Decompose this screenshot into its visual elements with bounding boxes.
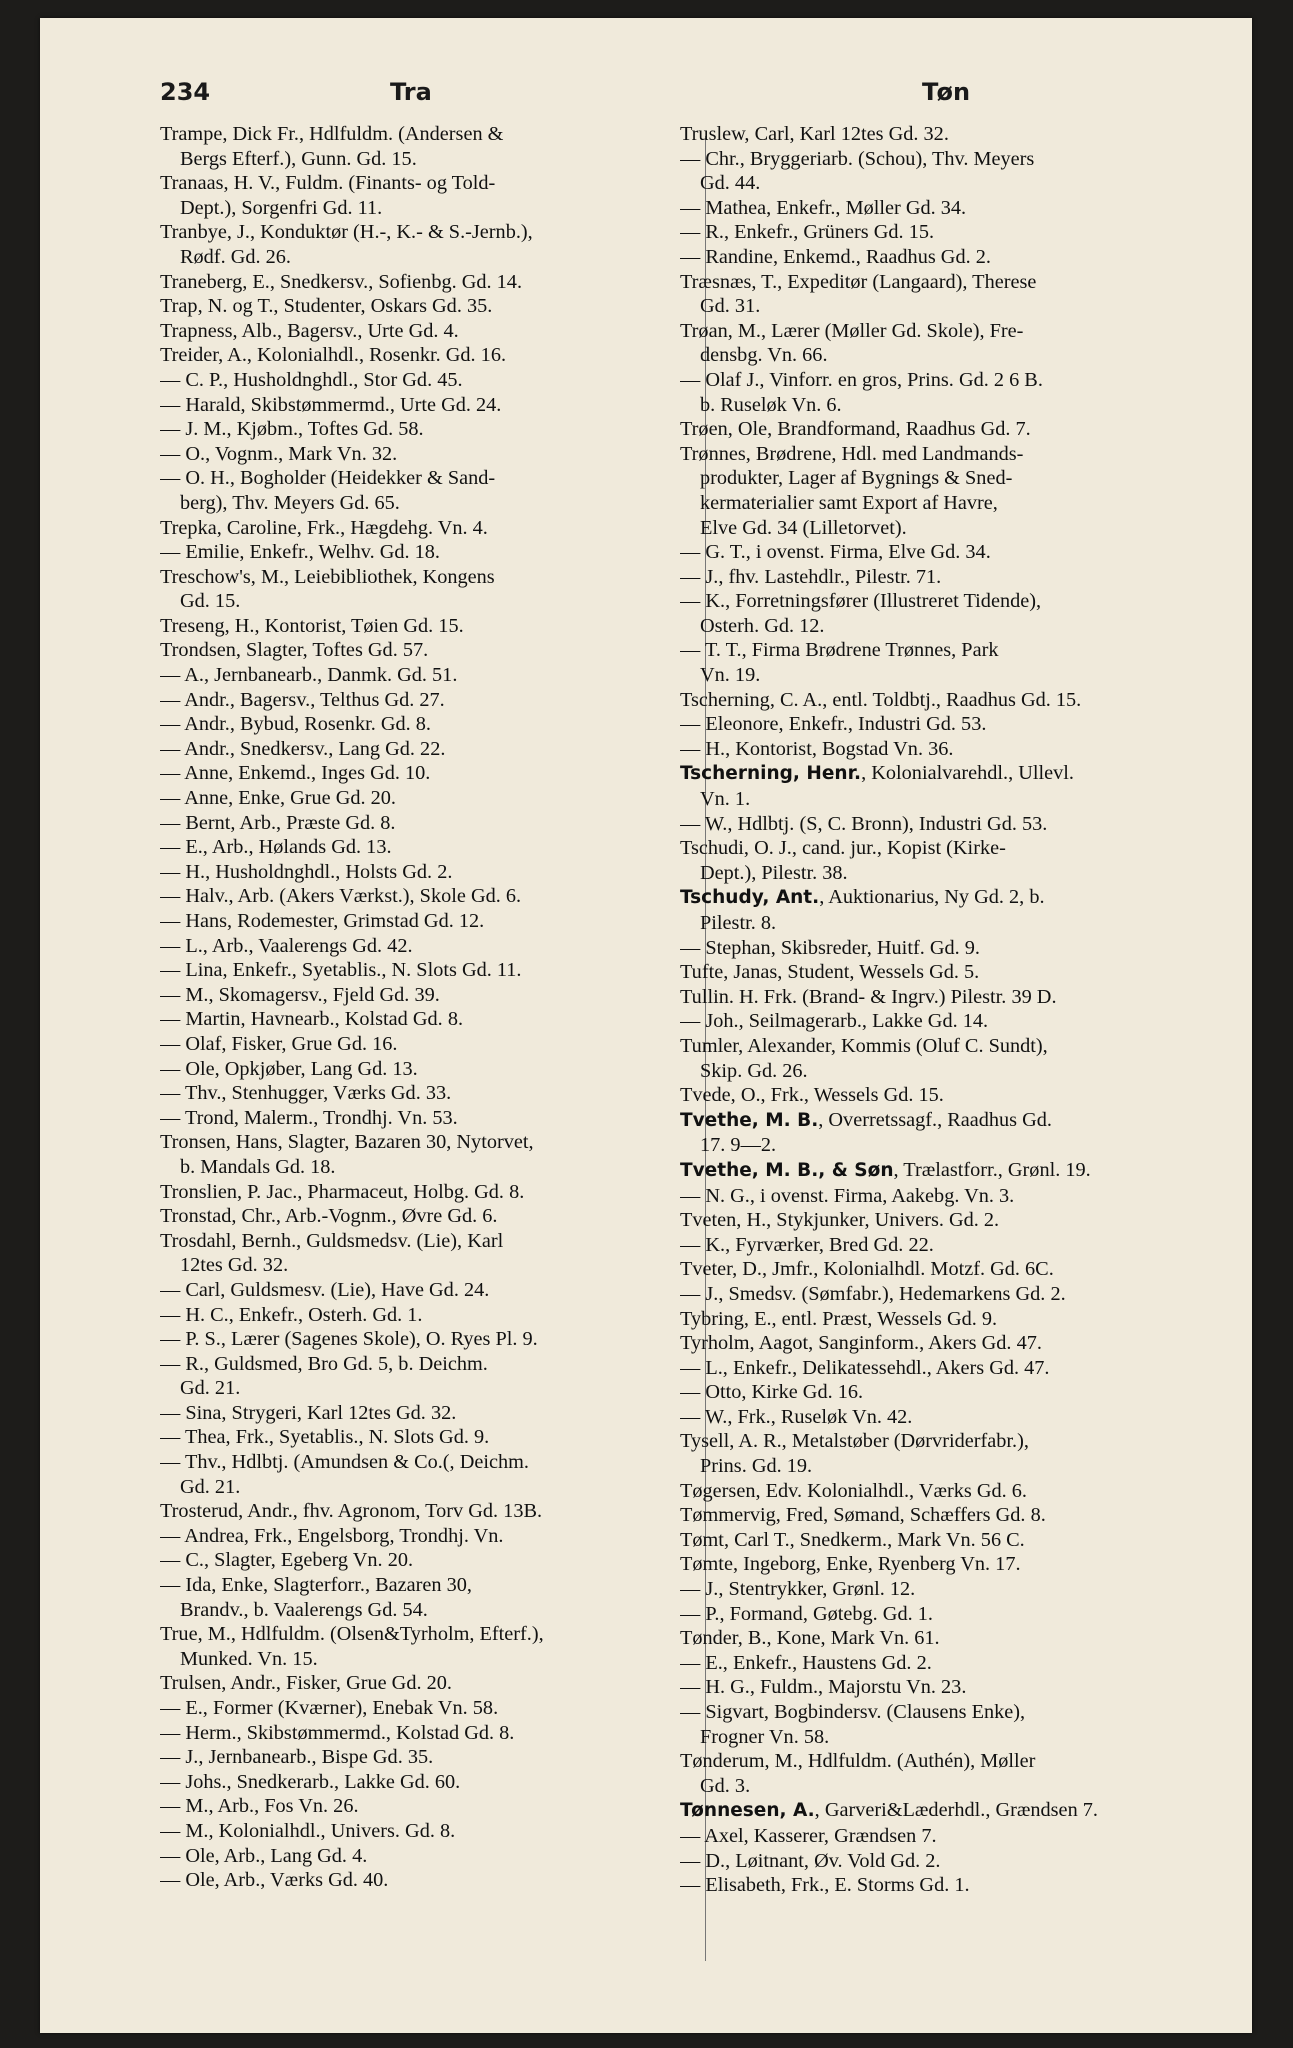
directory-entry: Træsnæs, T., Expeditør (Langaard), Therese xyxy=(680,270,1037,293)
directory-entry: — P., Formand, Gøtebg. Gd. 1. xyxy=(680,1602,933,1625)
directory-entry: — Herm., Skibstømmermd., Kolstad Gd. 8. xyxy=(160,1721,515,1744)
directory-entry: — E., Former (Kværner), Enebak Vn. 58. xyxy=(160,1697,499,1719)
directory-entry: — Ole, Arb., Værks Gd. 40. xyxy=(160,1869,389,1892)
directory-entry: Tømte, Ingeborg, Enke, Ryenberg Vn. 17. xyxy=(680,1553,1021,1576)
directory-entry: — Harald, Skibstømmermd., Urte Gd. 24. xyxy=(160,393,502,416)
entry-continuation: Rødf. Gd. 26. xyxy=(180,245,291,268)
directory-entry: — L., Arb., Vaalerengs Gd. 42. xyxy=(160,934,413,957)
directory-entry: — Martin, Havnearb., Kolstad Gd. 8. xyxy=(160,1008,464,1031)
directory-entry: — J., Stentrykker, Grønl. 12. xyxy=(680,1578,916,1601)
directory-entry: — Ida, Enke, Slagterforr., Bazaren 30, xyxy=(160,1574,472,1597)
entry-continuation: Gd. 3. xyxy=(700,1774,751,1797)
entry-continuation: 17. 9—2. xyxy=(700,1134,777,1157)
directory-entry: Tscherning, C. A., entl. Toldbtj., Raadhus Gd. 15. xyxy=(680,688,1082,711)
entry-continuation: Gd. 21. xyxy=(180,1475,241,1498)
left-column xyxy=(160,122,660,1893)
entry-continuation: Gd. 31. xyxy=(700,295,761,318)
directory-entry: — Stephan, Skibsreder, Huitf. Gd. 9. xyxy=(680,936,980,959)
directory-entry xyxy=(680,761,1200,787)
entry-details: , Trælastforr., Grønl. 19. xyxy=(893,1158,1091,1181)
bold-entry-name: Tschudy, Ant. xyxy=(680,887,820,909)
directory-entry: Treider, A., Kolonialhdl., Rosenkr. Gd. 16. xyxy=(160,344,507,367)
directory-entry: — Mathea, Enkefr., Møller Gd. 34. xyxy=(680,196,967,219)
directory-entry: Tumler, Alexander, Kommis (Oluf C. Sundt), xyxy=(680,1034,1048,1057)
directory-entry: — L., Enkefr., Delikatessehdl., Akers Gd. 47. xyxy=(680,1356,1050,1379)
directory-entry: — J., Smedsv. (Sømfabr.), Hedemarkens Gd. 2. xyxy=(680,1282,1066,1305)
directory-entry: — Emilie, Enkefr., Welhv. Gd. 18. xyxy=(160,541,441,564)
left-guide-word: Tra xyxy=(390,78,432,106)
directory-entry: — D., Løitnant, Øv. Vold Gd. 2. xyxy=(680,1849,941,1872)
directory-entry: — Andr., Snedkersv., Lang Gd. 22. xyxy=(160,737,446,760)
directory-entry: — Carl, Guldsmesv. (Lie), Have Gd. 24. xyxy=(160,1278,490,1301)
entry-details: , Auktionarius, Ny Gd. 2, b. xyxy=(819,886,1045,909)
directory-entry: — Sigvart, Bogbindersv. (Clausens Enke), xyxy=(680,1701,1026,1723)
directory-entry xyxy=(680,885,1200,911)
directory-entry: — P. S., Lærer (Sagenes Skole), O. Ryes Pl. 9. xyxy=(160,1328,538,1351)
directory-entry: Trulsen, Andr., Fisker, Grue Gd. 20. xyxy=(160,1672,452,1695)
directory-entry: — Anne, Enke, Grue Gd. 20. xyxy=(160,787,397,810)
directory-entry: Tronsen, Hans, Slagter, Bazaren 30, Nytorvet, xyxy=(160,1131,534,1154)
directory-entry: Tybring, E., entl. Præst, Wessels Gd. 9. xyxy=(680,1307,998,1330)
directory-entry: — H., Husholdnghdl., Holsts Gd. 2. xyxy=(160,860,453,883)
directory-entry: Tveter, D., Jmfr., Kolonialhdl. Motzf. Gd. 6C. xyxy=(680,1258,1054,1281)
directory-entry: Trondsen, Slagter, Toftes Gd. 57. xyxy=(160,639,429,662)
directory-entry: — W., Hdlbtj. (S, C. Bronn), Industri Gd. 53. xyxy=(680,812,1048,835)
entry-continuation: berg), Thv. Meyers Gd. 65. xyxy=(180,491,400,514)
directory-entry: — M., Kolonialhdl., Univers. Gd. 8. xyxy=(160,1819,456,1842)
directory-entry: Tømmervig, Fred, Sømand, Schæffers Gd. 8. xyxy=(680,1504,1046,1527)
directory-entry: — Elisabeth, Frk., E. Storms Gd. 1. xyxy=(680,1874,970,1897)
entry-continuation: Elve Gd. 34 (Lilletorvet). xyxy=(700,516,907,539)
directory-entry: — Ole, Arb., Lang Gd. 4. xyxy=(160,1844,368,1867)
entry-continuation: Skip. Gd. 26. xyxy=(700,1059,808,1082)
entry-continuation: Osterh. Gd. 12. xyxy=(700,614,825,637)
directory-entry: — Ole, Opkjøber, Lang Gd. 13. xyxy=(160,1057,418,1080)
right-column xyxy=(680,122,1200,1898)
directory-entry: Trepka, Caroline, Frk., Hægdehg. Vn. 4. xyxy=(160,516,488,539)
directory-entry: — K., Fyrværker, Bred Gd. 22. xyxy=(680,1233,934,1256)
directory-entry: Tronslien, P. Jac., Pharmaceut, Holbg. Gd. 8. xyxy=(160,1180,525,1203)
directory-entry xyxy=(680,1108,1200,1134)
entry-continuation: Gd. 44. xyxy=(700,172,761,195)
directory-entry: — J., fhv. Lastehdlr., Pilestr. 71. xyxy=(680,565,942,588)
directory-entry: Tranbye, J., Konduktør (H.-, K.- & S.-Jernb.), xyxy=(160,221,533,244)
entry-continuation: Munked. Vn. 15. xyxy=(180,1647,318,1670)
directory-entry: Trøen, Ole, Brandformand, Raadhus Gd. 7. xyxy=(680,418,1031,441)
directory-entry: — Sina, Strygeri, Karl 12tes Gd. 32. xyxy=(160,1401,457,1424)
directory-entry: Trap, N. og T., Studenter, Oskars Gd. 35. xyxy=(160,295,493,318)
directory-entry: Trapness, Alb., Bagersv., Urte Gd. 4. xyxy=(160,319,459,342)
directory-entry: Tveten, H., Stykjunker, Univers. Gd. 2. xyxy=(680,1209,1000,1232)
directory-entry: — Andr., Bybud, Rosenkr. Gd. 8. xyxy=(160,713,431,736)
directory-entry: — Otto, Kirke Gd. 16. xyxy=(680,1381,864,1404)
directory-entry: — T. T., Firma Brødrene Trønnes, Park xyxy=(680,639,999,662)
directory-entry: — C., Slagter, Egeberg Vn. 20. xyxy=(160,1549,414,1572)
directory-entry: — Bernt, Arb., Præste Gd. 8. xyxy=(160,811,396,834)
directory-entry: — E., Arb., Hølands Gd. 13. xyxy=(160,836,392,859)
entry-continuation: Vn. 19. xyxy=(700,664,761,687)
directory-entry: — Joh., Seilmagerarb., Lakke Gd. 14. xyxy=(680,1010,989,1033)
directory-entry: — W., Frk., Ruseløk Vn. 42. xyxy=(680,1405,913,1428)
entry-continuation: b. Mandals Gd. 18. xyxy=(180,1155,336,1178)
directory-entry: — K., Forretningsfører (Illustreret Tidende), xyxy=(680,590,1042,613)
directory-entry: — Andrea, Frk., Engelsborg, Trondhj. Vn. xyxy=(160,1524,504,1547)
directory-entry: — E., Enkefr., Haustens Gd. 2. xyxy=(680,1651,932,1674)
directory-entry: Tyrholm, Aagot, Sanginform., Akers Gd. 47. xyxy=(680,1332,1042,1355)
directory-entry: Tvede, O., Frk., Wessels Gd. 15. xyxy=(680,1084,944,1107)
directory-entry: — O. H., Bogholder (Heidekker & Sand- xyxy=(160,467,496,490)
directory-entry: Tønder, B., Kone, Mark Vn. 61. xyxy=(680,1627,940,1650)
entry-details: , Overretssagf., Raadhus Gd. xyxy=(818,1108,1053,1131)
bold-entry-name: Tscherning, Henr. xyxy=(680,763,862,785)
directory-entry: Tøgersen, Edv. Kolonialhdl., Værks Gd. 6. xyxy=(680,1479,1027,1502)
directory-entry: — M., Skomagersv., Fjeld Gd. 39. xyxy=(160,983,440,1006)
directory-entry: — Anne, Enkemd., Inges Gd. 10. xyxy=(160,762,431,785)
right-guide-word: Tøn xyxy=(922,78,971,106)
directory-entry: Tschudi, O. J., cand. jur., Kopist (Kirke- xyxy=(680,837,1006,860)
entry-continuation: produkter, Lager af Bygnings & Sned- xyxy=(700,467,1013,490)
entry-continuation: Pilestr. 8. xyxy=(700,912,777,934)
directory-entry: — Thv., Hdlbtj. (Amundsen & Co.(, Deichm. xyxy=(160,1451,529,1474)
directory-entry: — Johs., Snedkerarb., Lakke Gd. 60. xyxy=(160,1770,461,1793)
directory-entry: — Chr., Bryggeriarb. (Schou), Thv. Meyers xyxy=(680,147,1035,170)
directory-entry: — J., Jernbanearb., Bispe Gd. 35. xyxy=(160,1746,434,1769)
directory-entry: Trampe, Dick Fr., Hdlfuldm. (Andersen & xyxy=(160,123,504,145)
directory-entry: — Trond, Malerm., Trondhj. Vn. 53. xyxy=(160,1106,458,1129)
entry-details: , Kolonialvarehdl., Ullevl. xyxy=(861,762,1074,785)
directory-entry: — R., Guldsmed, Bro Gd. 5, b. Deichm. xyxy=(160,1352,488,1375)
directory-entry: — A., Jernbanearb., Danmk. Gd. 51. xyxy=(160,664,458,687)
directory-entry: — N. G., i ovenst. Firma, Aakebg. Vn. 3. xyxy=(680,1184,1015,1207)
directory-entry: — H. G., Fuldm., Majorstu Vn. 23. xyxy=(680,1676,967,1699)
page-number: 234 xyxy=(160,78,211,106)
directory-entry: — C. P., Husholdnghdl., Stor Gd. 45. xyxy=(160,368,463,391)
directory-entry: Tømt, Carl T., Snedkerm., Mark Vn. 56 C. xyxy=(680,1528,1025,1551)
directory-entry: Trosdahl, Bernh., Guldsmedsv. (Lie), Karl xyxy=(160,1229,504,1252)
directory-entry: — Halv., Arb. (Akers Værkst.), Skole Gd. 6. xyxy=(160,885,522,908)
entry-continuation: kermaterialier samt Export af Havre, xyxy=(700,491,998,514)
entry-continuation: Vn. 1. xyxy=(700,788,751,811)
directory-entry: Tronstad, Chr., Arb.-Vognm., Øvre Gd. 6. xyxy=(160,1205,498,1228)
directory-entry: — Hans, Rodemester, Grimstad Gd. 12. xyxy=(160,910,485,932)
directory-entry: Truslew, Carl, Karl 12tes Gd. 32. xyxy=(680,123,949,145)
bold-entry-name: Tvethe, M. B., & Søn xyxy=(680,1159,894,1181)
entry-continuation: b. Ruseløk Vn. 6. xyxy=(700,393,842,416)
directory-entry: Trosterud, Andr., fhv. Agronom, Torv Gd. 13B. xyxy=(160,1500,543,1523)
directory-entry: — H. C., Enkefr., Osterh. Gd. 1. xyxy=(160,1303,423,1326)
directory-entry: Tullin. H. Frk. (Brand- & Ingrv.) Pilestr. 39 D. xyxy=(680,985,1057,1008)
entry-details: , Garveri&Læderhdl., Grændsen 7. xyxy=(814,1799,1098,1822)
directory-entry: — G. T., i ovenst. Firma, Elve Gd. 34. xyxy=(680,541,991,564)
directory-entry: — Andr., Bagersv., Telthus Gd. 27. xyxy=(160,688,445,711)
directory-entry: — R., Enkefr., Grüners Gd. 15. xyxy=(680,221,935,244)
directory-entry: — Olaf, Fisker, Grue Gd. 16. xyxy=(160,1032,398,1055)
directory-entry: — Randine, Enkemd., Raadhus Gd. 2. xyxy=(680,245,991,268)
entry-continuation: 12tes Gd. 32. xyxy=(180,1254,289,1277)
entry-continuation: Brandv., b. Vaalerengs Gd. 54. xyxy=(180,1598,428,1621)
directory-entry: — Olaf J., Vinforr. en gros, Prins. Gd. 2 6 B. xyxy=(680,368,1043,391)
directory-entry: — J. M., Kjøbm., Toftes Gd. 58. xyxy=(160,418,424,441)
entry-continuation: densbg. Vn. 66. xyxy=(700,344,828,367)
directory-entry: Tønderum, M., Hdlfuldm. (Authén), Møller xyxy=(680,1750,1036,1773)
bold-entry-name: Tvethe, M. B. xyxy=(680,1109,819,1131)
entry-continuation: Bergs Efterf.), Gunn. Gd. 15. xyxy=(180,147,417,170)
directory-entry: — H., Kontorist, Bogstad Vn. 36. xyxy=(680,737,954,760)
directory-entry: Treschow's, M., Leiebibliothek, Kongens xyxy=(160,565,495,588)
directory-entry: — Thv., Stenhugger, Værks Gd. 33. xyxy=(160,1082,452,1105)
directory-entry: Traneberg, E., Snedkersv., Sofienbg. Gd. 14. xyxy=(160,270,523,293)
directory-entry: — O., Vognm., Mark Vn. 32. xyxy=(160,442,398,465)
directory-entry: — M., Arb., Fos Vn. 26. xyxy=(160,1795,359,1818)
directory-entry: Trønnes, Brødrene, Hdl. med Landmands- xyxy=(680,442,1024,465)
directory-entry xyxy=(680,1798,1200,1824)
entry-continuation: Gd. 15. xyxy=(180,590,241,613)
directory-entry: — Axel, Kasserer, Grændsen 7. xyxy=(680,1824,937,1847)
entry-continuation: Dept.), Sorgenfri Gd. 11. xyxy=(180,196,383,219)
bold-entry-name: Tønnesen, A. xyxy=(680,1800,815,1822)
directory-entry: — Lina, Enkefr., Syetablis., N. Slots Gd. 11. xyxy=(160,959,522,982)
entry-continuation: Frogner Vn. 58. xyxy=(700,1725,830,1748)
directory-entry: Treseng, H., Kontorist, Tøien Gd. 15. xyxy=(160,614,464,637)
directory-entry: — Eleonore, Enkefr., Industri Gd. 53. xyxy=(680,713,987,736)
directory-entry: Tranaas, H. V., Fuldm. (Finants- og Told- xyxy=(160,172,496,195)
directory-entry: — Thea, Frk., Syetablis., N. Slots Gd. 9. xyxy=(160,1426,490,1449)
directory-entry: Tysell, A. R., Metalstøber (Dørvriderfabr.), xyxy=(680,1430,1029,1453)
directory-entry: Tufte, Janas, Student, Wessels Gd. 5. xyxy=(680,961,980,984)
entry-continuation: Gd. 21. xyxy=(180,1377,241,1400)
directory-entry: True, M., Hdlfuldm. (Olsen&Tyrholm, Efterf.), xyxy=(160,1623,544,1646)
entry-continuation: Dept.), Pilestr. 38. xyxy=(700,861,848,884)
entry-continuation: Prins. Gd. 19. xyxy=(700,1455,813,1478)
directory-entry: Trøan, M., Lærer (Møller Gd. Skole), Fre- xyxy=(680,319,1024,342)
page-header xyxy=(160,78,1250,118)
directory-entry xyxy=(680,1158,1200,1184)
